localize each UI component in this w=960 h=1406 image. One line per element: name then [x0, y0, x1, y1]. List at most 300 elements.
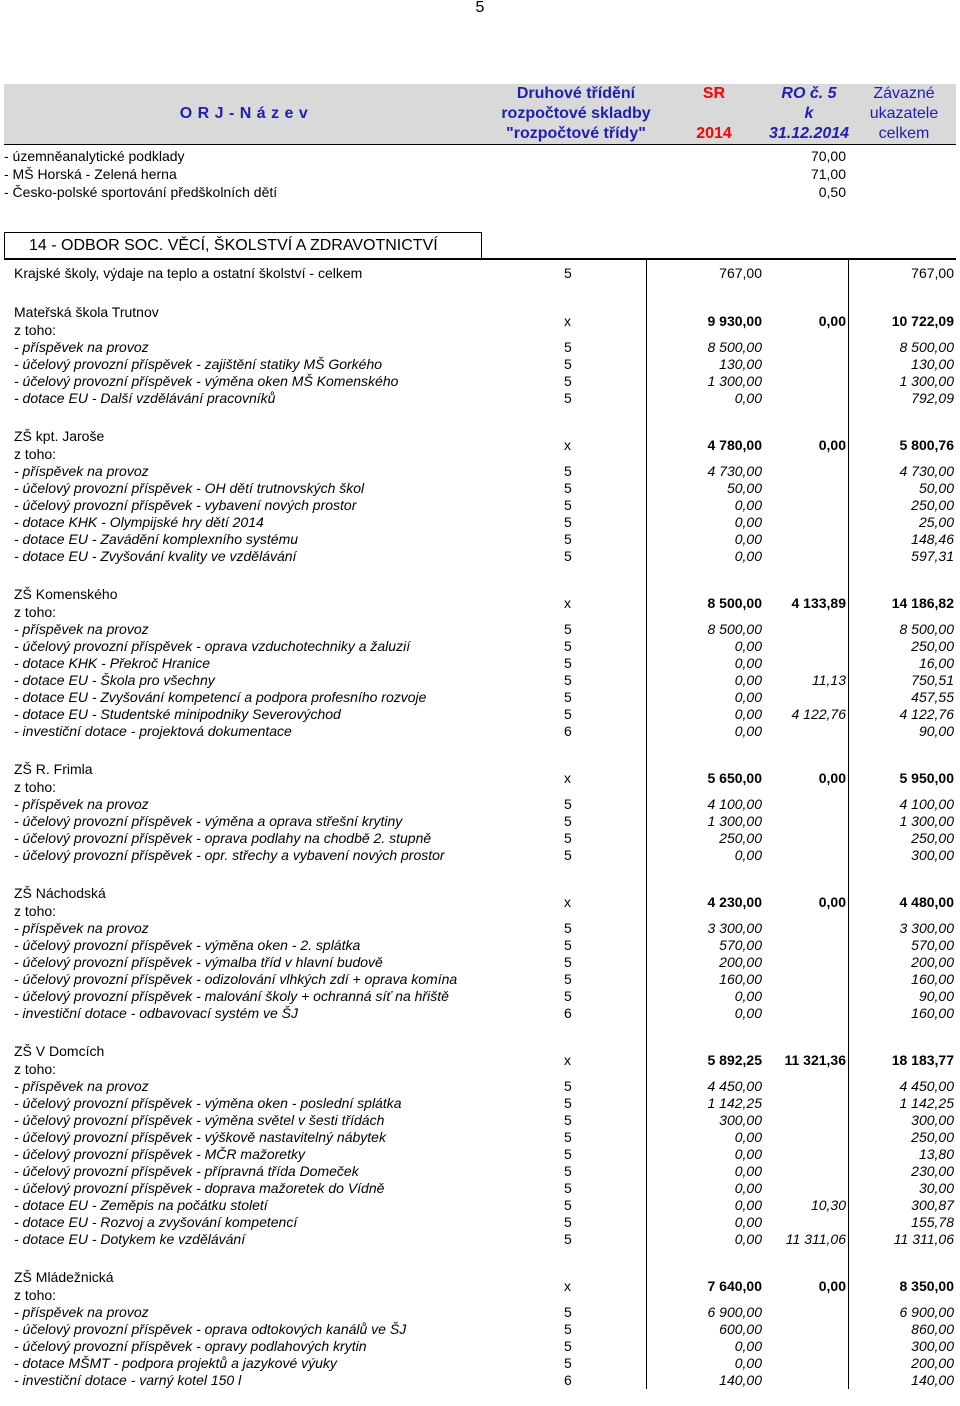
- row-text: - dotace EU - Zvyšování kvality ve vzdělávání: [14, 548, 297, 564]
- row-sr: 0,00: [734, 638, 762, 654]
- group-row: [4, 1268, 956, 1304]
- row-text: - dotace KHK - Olympijské hry dětí 2014: [14, 514, 264, 530]
- row-class: 5: [564, 1095, 572, 1111]
- row-class: 5: [564, 621, 572, 637]
- row-value: 71,00: [810, 166, 846, 182]
- row-class: 5: [564, 1304, 572, 1320]
- item-row: [4, 621, 956, 638]
- group-label: [14, 427, 104, 463]
- row-zavazne: 30,00: [918, 1180, 954, 1196]
- row-text: - dotace EU - Zeměpis na počátku století: [14, 1197, 268, 1213]
- row-zavazne: 148,46: [911, 531, 954, 547]
- header-sr-line: [664, 104, 764, 124]
- row-zavazne: 8 500,00: [899, 339, 954, 355]
- row-sr: 0,00: [734, 1129, 762, 1145]
- row-class: 5: [564, 689, 572, 705]
- item-row: [4, 1214, 956, 1231]
- item-row: [4, 847, 956, 864]
- group-name: Mateřská škola Trutnov: [14, 304, 159, 320]
- row-zavazne: 750,51: [911, 672, 954, 688]
- row-text: - účelový provozní příspěvek - výškově nastavitelný nábytek: [14, 1129, 386, 1145]
- header-classification-line: rozpočtové skladby: [501, 105, 651, 122]
- row-zavazne: 11 311,06: [893, 1231, 954, 1247]
- row-class: 5: [564, 796, 572, 812]
- row-sr: 9 930,00: [707, 313, 762, 329]
- item-row: [4, 655, 956, 672]
- group-label: [14, 1268, 114, 1304]
- row-text: - dotace MŠMT - podpora projektů a jazykové výuky: [14, 1355, 337, 1371]
- row-sr: 0,00: [734, 1214, 762, 1230]
- item-row: [4, 531, 956, 548]
- budget-table: [4, 258, 956, 1389]
- row-sr: 0,00: [734, 988, 762, 1004]
- row-ro: 11 321,36: [784, 1052, 846, 1068]
- header-classification: [488, 84, 664, 144]
- row-class: 5: [564, 356, 572, 372]
- item-row: [4, 920, 956, 937]
- item-row: [4, 638, 956, 655]
- item-row: [4, 1338, 956, 1355]
- row-zavazne: 200,00: [911, 1355, 954, 1371]
- row-sr: 4 100,00: [707, 796, 762, 812]
- row-sr: 0,00: [734, 1197, 762, 1213]
- row-class: 5: [564, 1355, 572, 1371]
- row-class: 5: [564, 920, 572, 936]
- item-row: [4, 1146, 956, 1163]
- row-zavazne: 130,00: [911, 356, 954, 372]
- row-text: - účelový provozní příspěvek - výměna oken - 2. splátka: [14, 937, 361, 953]
- group-ztoho: z toho:: [14, 779, 57, 795]
- group-row: [4, 760, 956, 796]
- item-row: [4, 723, 956, 740]
- spacer-row: [4, 565, 956, 585]
- row-text: - účelový provozní příspěvek - malování školy + ochranná síť na hřiště: [14, 988, 449, 1004]
- item-row: [4, 988, 956, 1005]
- row-sr: 0,00: [734, 847, 762, 863]
- row-text: - příspěvek na provoz: [14, 463, 149, 479]
- row-text: - dotace EU - Zvyšování kompetencí a podpora profesního rozvoje: [14, 689, 427, 705]
- row-text: - dotace EU - Studentské minipodniky Severovýchod: [14, 706, 341, 722]
- row-class: 5: [564, 497, 572, 513]
- row-class: 5: [564, 813, 572, 829]
- row-text: - příspěvek na provoz: [14, 796, 149, 812]
- item-row: [4, 1112, 956, 1129]
- row-class: 5: [564, 1231, 572, 1247]
- row-class: x: [564, 1052, 571, 1068]
- row-sr: 0,00: [734, 1355, 762, 1371]
- item-row: [4, 497, 956, 514]
- spacer-row: [4, 864, 956, 884]
- row-sr: 0,00: [734, 497, 762, 513]
- row-zavazne: 8 350,00: [899, 1278, 954, 1294]
- group-ztoho: z toho:: [14, 322, 57, 338]
- group-name: ZŠ Komenského: [14, 586, 118, 602]
- group-ztoho: z toho:: [14, 446, 57, 462]
- row-class: 5: [564, 1214, 572, 1230]
- row-text: - účelový provozní příspěvek - MČR mažoretky: [14, 1146, 305, 1162]
- row-ro: 11 311,06: [785, 1231, 846, 1247]
- header-zavazne-line: Závazné: [873, 85, 935, 102]
- row-class: 5: [564, 265, 572, 281]
- preceding-rows: [4, 147, 956, 201]
- item-row: [4, 1078, 956, 1095]
- row-sr: 0,00: [734, 1005, 762, 1021]
- grid-line: [848, 260, 849, 1389]
- item-row: [4, 514, 956, 531]
- row-sr: 0,00: [734, 672, 762, 688]
- row-text: - účelový provozní příspěvek - zajištění statiky MŠ Gorkého: [14, 356, 383, 372]
- group-label: [14, 303, 159, 339]
- item-row: [4, 706, 956, 723]
- group-row: [4, 427, 956, 463]
- group-name: ZŠ Náchodská: [14, 885, 106, 901]
- row-class: x: [564, 894, 571, 910]
- header-ro-line: k: [804, 105, 814, 122]
- row-sr: 0,00: [734, 1180, 762, 1196]
- row-zavazne: 16,00: [918, 655, 954, 671]
- item-row: [4, 1180, 956, 1197]
- item-row: [4, 971, 956, 988]
- row-sr: 0,00: [734, 1163, 762, 1179]
- row-class: 5: [564, 1163, 572, 1179]
- row-class: 5: [564, 1112, 572, 1128]
- row-sr: 0,00: [734, 723, 762, 739]
- item-row: [4, 796, 956, 813]
- group-row: [4, 585, 956, 621]
- row-sr: 50,00: [726, 480, 762, 496]
- header-ro: [764, 84, 854, 144]
- row-zavazne: 570,00: [911, 937, 954, 953]
- header-classification-line: "rozpočtové třídy": [506, 125, 646, 142]
- row-text: - příspěvek na provoz: [14, 1304, 149, 1320]
- row-text: - účelový provozní příspěvek - výměna oken MŠ Komenského: [14, 373, 399, 389]
- item-row: [4, 1129, 956, 1146]
- item-row: [4, 480, 956, 497]
- row-ro: 4 133,89: [791, 595, 846, 611]
- header-ro-line: RO č. 5: [781, 85, 837, 102]
- row-zavazne: 1 300,00: [899, 373, 954, 389]
- row-zavazne: 90,00: [918, 988, 954, 1004]
- item-row: [4, 689, 956, 706]
- row-sr: 0,00: [734, 531, 762, 547]
- row-zavazne: 6 900,00: [899, 1304, 954, 1320]
- row-ro: 0,00: [818, 1278, 846, 1294]
- row-sr: 200,00: [719, 954, 762, 970]
- row-class: 5: [564, 847, 572, 863]
- item-row: [4, 1197, 956, 1214]
- group-name: ZŠ V Domcích: [14, 1043, 105, 1059]
- row-text: - příspěvek na provoz: [14, 920, 149, 936]
- row-text: - dotace EU - Zavádění komplexního systému: [14, 531, 299, 547]
- section-title-box: [4, 232, 482, 259]
- row-sr: 1 142,25: [707, 1095, 762, 1111]
- row-sr: 4 780,00: [707, 437, 762, 453]
- row-zavazne: 155,78: [911, 1214, 954, 1230]
- row-class: 5: [564, 1078, 572, 1094]
- row-sr: 0,00: [734, 390, 762, 406]
- row-zavazne: 300,87: [911, 1197, 954, 1213]
- preceding-row: [4, 165, 956, 183]
- row-zavazne: 250,00: [911, 830, 954, 846]
- row-text: - investiční dotace - projektová dokumentace: [14, 723, 292, 739]
- row-text: - dotace EU - Rozvoj a zvyšování kompetencí: [14, 1214, 298, 1230]
- row-text: - MŠ Horská - Zelená herna: [4, 166, 177, 182]
- row-sr: 1 300,00: [707, 373, 762, 389]
- group-name: ZŠ Mládežnická: [14, 1269, 114, 1285]
- row-zavazne: 10 722,09: [891, 313, 954, 329]
- group-label: [14, 585, 118, 621]
- row-zavazne: 230,00: [911, 1163, 954, 1179]
- header-zavazne-line: celkem: [878, 125, 930, 142]
- row-class: x: [564, 770, 571, 786]
- row-sr: 8 500,00: [707, 621, 762, 637]
- row-text: - dotace EU - Další vzdělávání pracovníků: [14, 390, 276, 406]
- header-sr: [664, 84, 764, 144]
- row-text: - účelový provozní příspěvek - doprava mažoretek do Vídně: [14, 1180, 385, 1196]
- item-row: [4, 954, 956, 971]
- row-value: 0,50: [818, 184, 846, 200]
- item-row: [4, 339, 956, 356]
- total-row: [4, 260, 956, 287]
- spacer-row: [4, 740, 956, 760]
- row-sr: 5 892,25: [707, 1052, 762, 1068]
- row-zavazne: 300,00: [911, 1112, 954, 1128]
- row-zavazne: 792,09: [911, 390, 954, 406]
- row-text: - účelový provozní příspěvek - OH dětí trutnovských škol: [14, 480, 365, 496]
- row-class: 5: [564, 480, 572, 496]
- table-header: [4, 84, 956, 145]
- row-sr: 600,00: [719, 1321, 762, 1337]
- row-class: x: [564, 437, 571, 453]
- row-zavazne: 3 300,00: [899, 920, 954, 936]
- row-text: - územněanalytické podklady: [4, 148, 185, 164]
- spacer-row: [4, 287, 956, 303]
- row-class: 5: [564, 373, 572, 389]
- row-class: 5: [564, 638, 572, 654]
- row-text: - příspěvek na provoz: [14, 339, 149, 355]
- row-class: 5: [564, 1129, 572, 1145]
- row-zavazne: 1 142,25: [899, 1095, 954, 1111]
- row-zavazne: 250,00: [911, 497, 954, 513]
- row-sr: 250,00: [719, 830, 762, 846]
- item-row: [4, 813, 956, 830]
- row-text: - investiční dotace - varný kotel 150 l: [14, 1372, 242, 1388]
- group-ztoho: z toho:: [14, 604, 57, 620]
- row-class: 5: [564, 463, 572, 479]
- row-sr: 160,00: [719, 971, 762, 987]
- row-class: 5: [564, 548, 572, 564]
- item-row: [4, 548, 956, 565]
- row-text: - příspěvek na provoz: [14, 1078, 149, 1094]
- row-zavazne: 8 500,00: [899, 621, 954, 637]
- group-ztoho: z toho:: [14, 1061, 57, 1077]
- group-label: [14, 1042, 104, 1078]
- row-zavazne: 25,00: [918, 514, 954, 530]
- row-class: 6: [564, 1005, 572, 1021]
- row-ro: 0,00: [818, 313, 846, 329]
- row-sr: 3 300,00: [707, 920, 762, 936]
- row-zavazne: 4 480,00: [899, 894, 954, 910]
- spacer-row: [4, 407, 956, 427]
- row-zavazne: 18 183,77: [891, 1052, 954, 1068]
- row-sr: 4 450,00: [707, 1078, 762, 1094]
- row-sr: 4 730,00: [707, 463, 762, 479]
- row-class: 5: [564, 531, 572, 547]
- row-ro: 0,00: [818, 437, 846, 453]
- row-sr: 0,00: [734, 548, 762, 564]
- preceding-row: [4, 183, 956, 201]
- item-row: [4, 830, 956, 847]
- row-ro: 4 122,76: [791, 706, 846, 722]
- row-zavazne: 160,00: [911, 1005, 954, 1021]
- row-zavazne: 14 186,82: [891, 595, 954, 611]
- row-text: - účelový provozní příspěvek - výměna světel v šesti třídách: [14, 1112, 385, 1128]
- row-text: - účelový provozní příspěvek - výměna oken - poslední splátka: [14, 1095, 402, 1111]
- row-zavazne: 4 450,00: [899, 1078, 954, 1094]
- row-zavazne: 140,00: [911, 1372, 954, 1388]
- row-zavazne: 200,00: [911, 954, 954, 970]
- group-row: [4, 1042, 956, 1078]
- row-text: - účelový provozní příspěvek - vybavení nových prostor: [14, 497, 357, 513]
- row-zavazne: 4 100,00: [899, 796, 954, 812]
- row-class: 5: [564, 390, 572, 406]
- row-class: 5: [564, 988, 572, 1004]
- row-sr: 7 640,00: [707, 1278, 762, 1294]
- header-ro-line: 31.12.2014: [768, 125, 850, 142]
- row-class: 5: [564, 830, 572, 846]
- row-sr: 4 230,00: [707, 894, 762, 910]
- spacer-row: [4, 1248, 956, 1268]
- row-class: 5: [564, 655, 572, 671]
- row-text: - účelový provozní příspěvek - přípravná třída Domeček: [14, 1163, 359, 1179]
- row-sr: 0,00: [734, 706, 762, 722]
- row-ro: 0,00: [818, 770, 846, 786]
- row-sr: 0,00: [734, 1338, 762, 1354]
- row-text: - účelový provozní příspěvek - odizolování vlhkých zdí + oprava komína: [14, 971, 458, 987]
- group-label: [14, 884, 106, 920]
- row-class: 5: [564, 514, 572, 530]
- spacer-row: [4, 1022, 956, 1042]
- row-text: - Česko-polské sportování předškolních dětí: [4, 184, 278, 200]
- row-text: - dotace EU - Dotykem ke vzdělávání: [14, 1231, 246, 1247]
- group-name: ZŠ R. Frimla: [14, 761, 93, 777]
- row-text: - dotace KHK - Překroč Hranice: [14, 655, 211, 671]
- row-sr: 8 500,00: [707, 339, 762, 355]
- row-sr: 140,00: [719, 1372, 762, 1388]
- row-zavazne: 767,00: [911, 265, 954, 281]
- group-row: [4, 884, 956, 920]
- row-text: - účelový provozní příspěvek - opravy podlahových krytin: [14, 1338, 367, 1354]
- row-class: 5: [564, 672, 572, 688]
- item-row: [4, 1355, 956, 1372]
- item-row: [4, 1372, 956, 1389]
- row-class: 5: [564, 1197, 572, 1213]
- group-name: ZŠ kpt. Jaroše: [14, 428, 105, 444]
- row-class: x: [564, 313, 571, 329]
- row-text: - účelový provozní příspěvek - oprava podlahy na chodbě 2. stupně: [14, 830, 432, 846]
- row-sr: 8 500,00: [707, 595, 762, 611]
- group-label: [14, 760, 93, 796]
- row-zavazne: 160,00: [911, 971, 954, 987]
- group-ztoho: z toho:: [14, 903, 57, 919]
- row-zavazne: 5 950,00: [899, 770, 954, 786]
- row-zavazne: 860,00: [911, 1321, 954, 1337]
- row-zavazne: 597,31: [911, 548, 954, 564]
- item-row: [4, 672, 956, 689]
- header-zavazne: [854, 84, 954, 144]
- header-classification-line: Druhové třídění: [516, 85, 636, 102]
- item-row: [4, 1095, 956, 1112]
- section-title: 14 - ODBOR SOC. VĚCÍ, ŠKOLSTVÍ A ZDRAVOTNICTVÍ: [29, 237, 438, 254]
- row-text: - účelový provozní příspěvek - výměna a oprava střešní krytiny: [14, 813, 403, 829]
- row-sr: 5 650,00: [707, 770, 762, 786]
- row-value: 70,00: [810, 148, 846, 164]
- row-class: 6: [564, 723, 572, 739]
- row-text: - příspěvek na provoz: [14, 621, 149, 637]
- item-row: [4, 356, 956, 373]
- row-zavazne: 4 730,00: [899, 463, 954, 479]
- item-row: [4, 463, 956, 480]
- row-class: 5: [564, 706, 572, 722]
- page-number: 5: [475, 0, 485, 16]
- row-zavazne: 457,55: [911, 689, 954, 705]
- row-text: - účelový provozní příspěvek - výmalba tříd v hlavní budově: [14, 954, 383, 970]
- row-zavazne: 250,00: [911, 638, 954, 654]
- row-sr: 0,00: [734, 1146, 762, 1162]
- row-sr: 130,00: [719, 356, 762, 372]
- row-sr: 570,00: [719, 937, 762, 953]
- row-class: 5: [564, 1321, 572, 1337]
- row-zavazne: 50,00: [918, 480, 954, 496]
- preceding-row: [4, 147, 956, 165]
- row-zavazne: 4 122,76: [899, 706, 954, 722]
- row-class: x: [564, 1278, 571, 1294]
- row-sr: 0,00: [734, 514, 762, 530]
- row-zavazne: 300,00: [911, 847, 954, 863]
- row-sr: 300,00: [719, 1112, 762, 1128]
- row-sr: 0,00: [734, 1231, 762, 1247]
- item-row: [4, 1231, 956, 1248]
- row-zavazne: 300,00: [911, 1338, 954, 1354]
- row-sr: 767,00: [719, 265, 762, 281]
- row-text: - účelový provozní příspěvek - oprava vzduchotechniky a žaluzií: [14, 638, 411, 654]
- item-row: [4, 1321, 956, 1338]
- row-class: 5: [564, 1338, 572, 1354]
- row-class: 5: [564, 1180, 572, 1196]
- group-ztoho: z toho:: [14, 1287, 57, 1303]
- group-row: [4, 303, 956, 339]
- header-sr-line: SR: [702, 85, 726, 102]
- item-row: [4, 1304, 956, 1321]
- row-class: 5: [564, 339, 572, 355]
- row-zavazne: 5 800,76: [899, 437, 954, 453]
- row-text: - investiční dotace - odbavovací systém ve ŠJ: [14, 1005, 299, 1021]
- row-sr: 0,00: [734, 689, 762, 705]
- row-class: x: [564, 595, 571, 611]
- item-row: [4, 1163, 956, 1180]
- row-zavazne: 13,80: [918, 1146, 954, 1162]
- row-zavazne: 90,00: [918, 723, 954, 739]
- row-class: 5: [564, 971, 572, 987]
- row-sr: 6 900,00: [707, 1304, 762, 1320]
- header-zavazne-line: ukazatele: [869, 105, 939, 122]
- row-text: - účelový provozní příspěvek - opr. střechy a vybavení nových prostor: [14, 847, 445, 863]
- item-row: [4, 937, 956, 954]
- header-sr-line: 2014: [696, 125, 732, 142]
- row-sr: 1 300,00: [707, 813, 762, 829]
- row-sr: 0,00: [734, 655, 762, 671]
- row-text: Krajské školy, výdaje na teplo a ostatní školství - celkem: [14, 265, 363, 281]
